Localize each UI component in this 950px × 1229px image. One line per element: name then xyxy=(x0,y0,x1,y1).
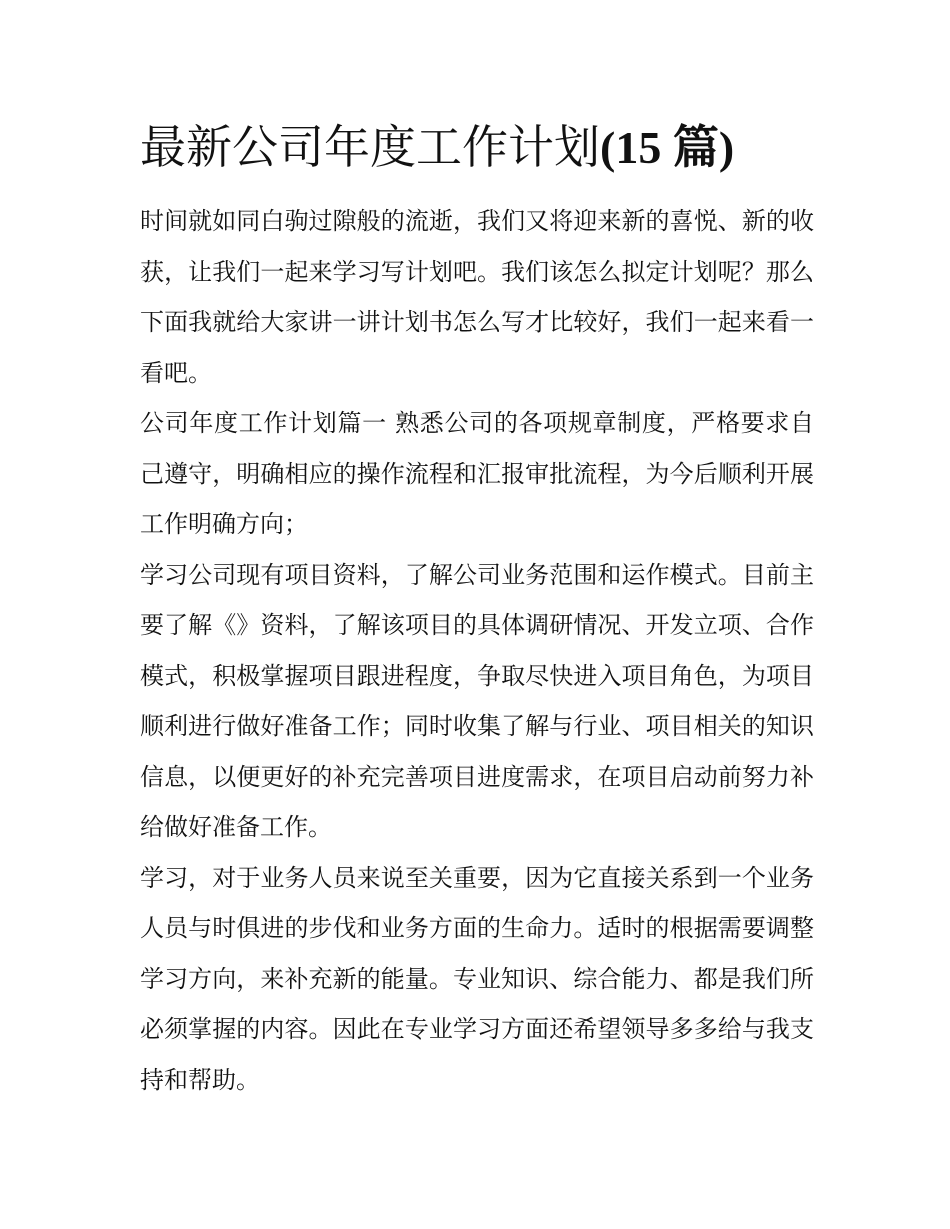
paragraph-plan-one: 公司年度工作计划篇一 熟悉公司的各项规章制度，严格要求自己遵守，明确相应的操作流程和汇报审批流程，为今后顺利开展工作明确方向； xyxy=(140,409,814,538)
title-text: 最新公司年度工作计划 xyxy=(140,120,600,174)
document-body xyxy=(140,196,814,1105)
paragraph-learning: 学习，对于业务人员来说至关重要，因为它直接关系到一个业务人员与时俱进的步伐和业务方面的生命力。适时的根据需要调整学习方向，来补充新的能量。专业知识、综合能力、都是我们所必须掌握的内容。因此在专业学习方面还希望领导多多给与我支持和帮助。 xyxy=(140,863,814,1094)
page-title xyxy=(140,112,820,183)
title-suffix: (15 篇) xyxy=(600,122,735,173)
paragraph-intro: 时间就如同白驹过隙般的流逝，我们又将迎来新的喜悦、新的收获，让我们一起来学习写计划吧。我们该怎么拟定计划呢？那么下面我就给大家讲一讲计划书怎么写才比较好，我们一起来看一看吧。 xyxy=(140,207,814,387)
paragraph-project-study: 学习公司现有项目资料，了解公司业务范围和运作模式。目前主要了解《》资料，了解该项目的具体调研情况、开发立项、合作模式，积极掌握项目跟进程度，争取尽快进入项目角色，为项目顺利进行做好准备工作；同时收集了解与行业、项目相关的知识信息，以便更好的补充完善项目进度需求，在项目启动前努力补给做好准备工作。 xyxy=(140,560,814,841)
